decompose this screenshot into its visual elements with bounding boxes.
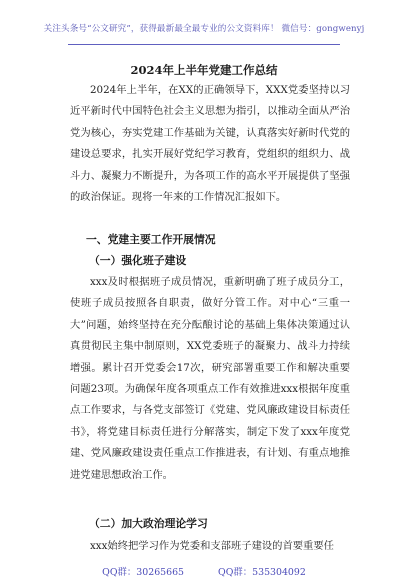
qq-group-1: QQ群：30265665 (102, 567, 185, 578)
intro-paragraph (70, 80, 350, 208)
intro-text: 2024年上半年，在XX的正确领导下，XXX党委坚持以习近平新时代中国特色社会主义思想为指引，以推动全面从严治党为核心，夯实党建工作基础为关键，认真落实好新时代党的建设总要求，扎实开展好党纪学习教育，党组织的组织力、战斗力、凝聚力不断提升，为各项工作的高水平开展提供了坚强的政治保证。现将一年来的工作情况汇报如下。 (70, 84, 350, 204)
subsection-1-paragraph (70, 272, 350, 486)
document-title: 2024年上半年党建工作总结 (130, 63, 278, 77)
subsection-2-paragraph (70, 536, 350, 557)
header-divider (68, 44, 340, 45)
subsection-1-text: xxx及时根据班子成员情况，重新明确了班子成员分工，使班子成员按照各自职责，做好分管工作。对中心“三重一大”问题，始终坚持在充分酝酿讨论的基础上集体决策通过认真贯彻民主集中制原则，XX党委班子的凝聚力、战斗力持续增强。累计召开党委会17次，研究部署重要工作和解决重要问题23项。为确保年度各项重点工作有效推进xxx根据年度重点工作要求，与各党支部签订《党建、党风廉政建设目标责任书》，将党建目标责任进行分解落实，制定下发了xxx年度党建、党风廉政建设责任重点工作推进表，有计划、有重点地推进党建思想政治工作。 (70, 276, 350, 481)
subsection-heading-2: （二）加大政治理论学习 (89, 517, 208, 530)
footer-qq-groups (0, 564, 408, 578)
qq-group-2: QQ群：535304092 (218, 567, 306, 578)
section-heading-1: 一、党建主要工作开展情况 (86, 233, 216, 246)
subsection-heading-1: （一）强化班子建设 (89, 254, 187, 267)
subsection-2-text: xxx始终把学习作为党委和支部班子建设的首要重要任 (90, 540, 334, 552)
header-banner: 关注头条号“公文研究”，获得最新最全最专业的公文资料库！ 微信号：gongwenyj (43, 24, 365, 34)
